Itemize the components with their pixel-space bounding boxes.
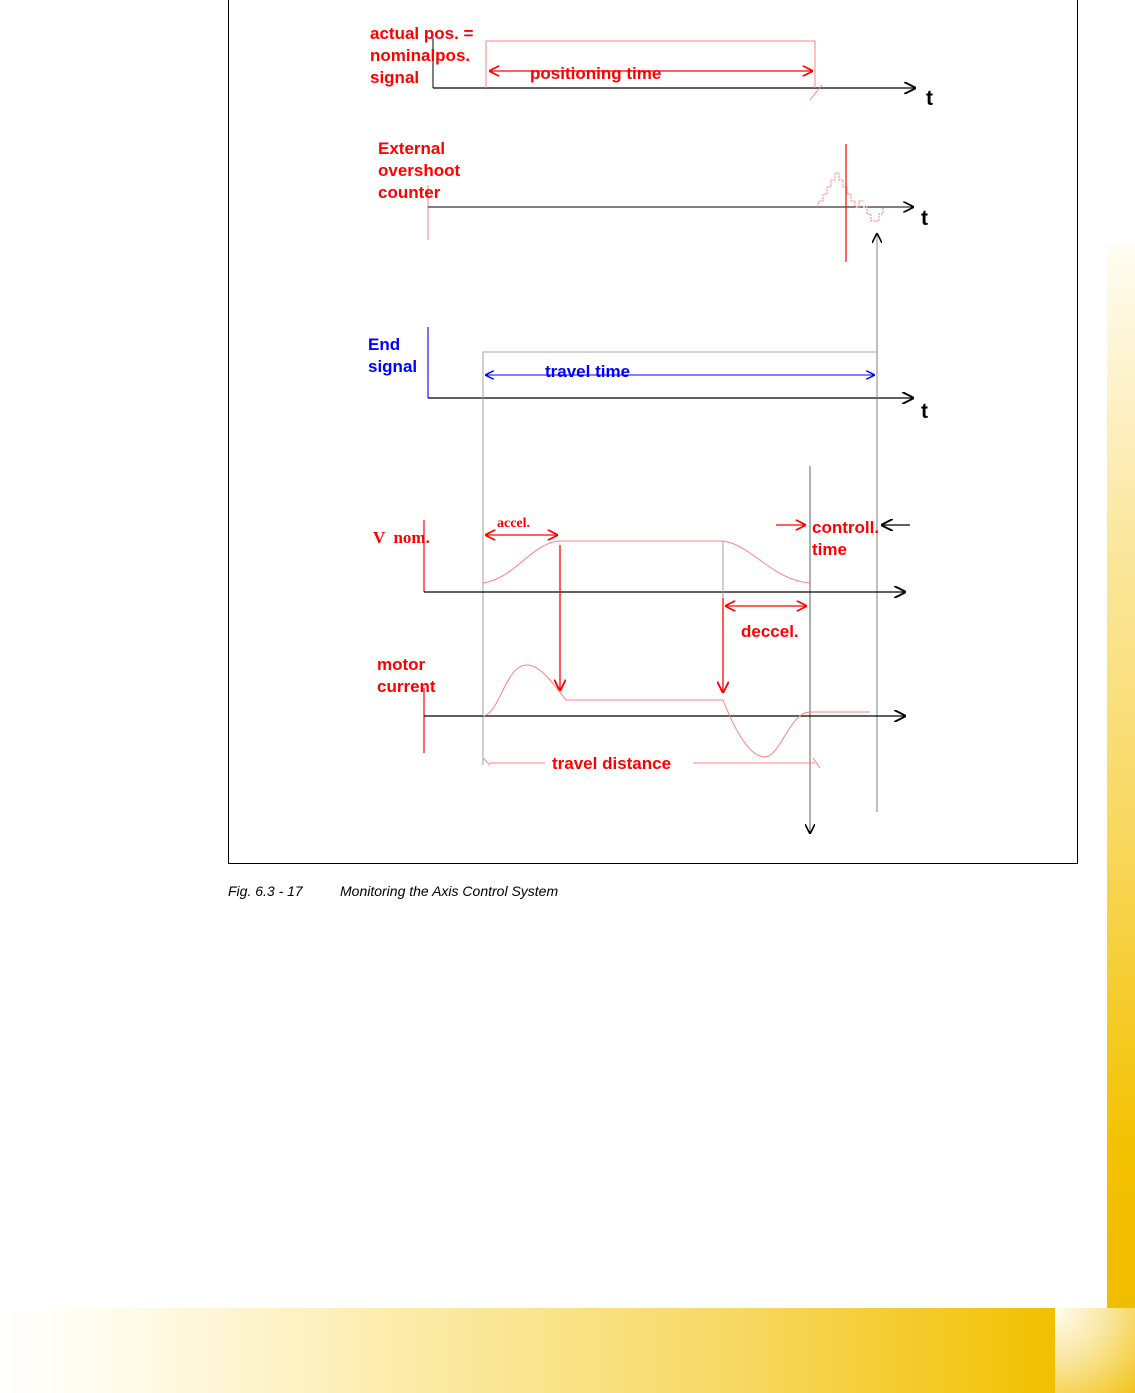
label-external-line2: overshoot <box>378 161 461 180</box>
label-end-line1: End <box>368 335 401 354</box>
label-t-3: t <box>921 400 928 423</box>
velocity-curve <box>483 541 810 583</box>
label-motor-line1: motor <box>377 655 426 674</box>
figure-title: Monitoring the Axis Control System <box>340 883 559 899</box>
decorative-corner-band <box>1055 1308 1135 1393</box>
label-deccel: deccel. <box>741 622 799 641</box>
actual-pos-signal-section <box>433 38 915 100</box>
label-travel-distance: travel distance <box>552 754 672 773</box>
label-actual-pos-line2: nominalpos. <box>370 46 471 65</box>
overshoot-staircase-up <box>817 173 863 207</box>
label-t-2: t <box>921 207 928 230</box>
label-travel-time: travel time <box>545 362 631 381</box>
label-accel: accel. <box>497 516 531 531</box>
label-controll-line1: controll. <box>812 518 880 537</box>
label-motor-line2: current <box>377 677 436 696</box>
figure-number: Fig. 6.3 - 17 <box>228 883 303 899</box>
motor-current-curve <box>483 665 870 757</box>
end-signal-section <box>428 327 913 398</box>
label-positioning-time: positioning time <box>530 64 662 83</box>
label-t-1: t <box>926 87 933 110</box>
label-end-line2: signal <box>368 357 418 376</box>
label-controll-line2: time <box>812 540 847 559</box>
motor-current-section <box>424 665 905 768</box>
label-external-line3: counter <box>378 183 441 202</box>
label-external-line1: External <box>378 139 446 158</box>
actual-pos-tick <box>810 85 822 100</box>
label-v-nom: V nom. <box>373 528 430 547</box>
label-actual-pos-line1: actual pos. = <box>370 24 474 43</box>
travel-distance-tick-left <box>483 758 490 765</box>
decorative-bottom-band <box>0 1308 1055 1393</box>
overshoot-staircase-down <box>863 207 883 221</box>
label-actual-pos-line3: signal <box>370 68 420 87</box>
figure-caption <box>228 883 558 899</box>
overshoot-counter-section <box>428 144 913 262</box>
